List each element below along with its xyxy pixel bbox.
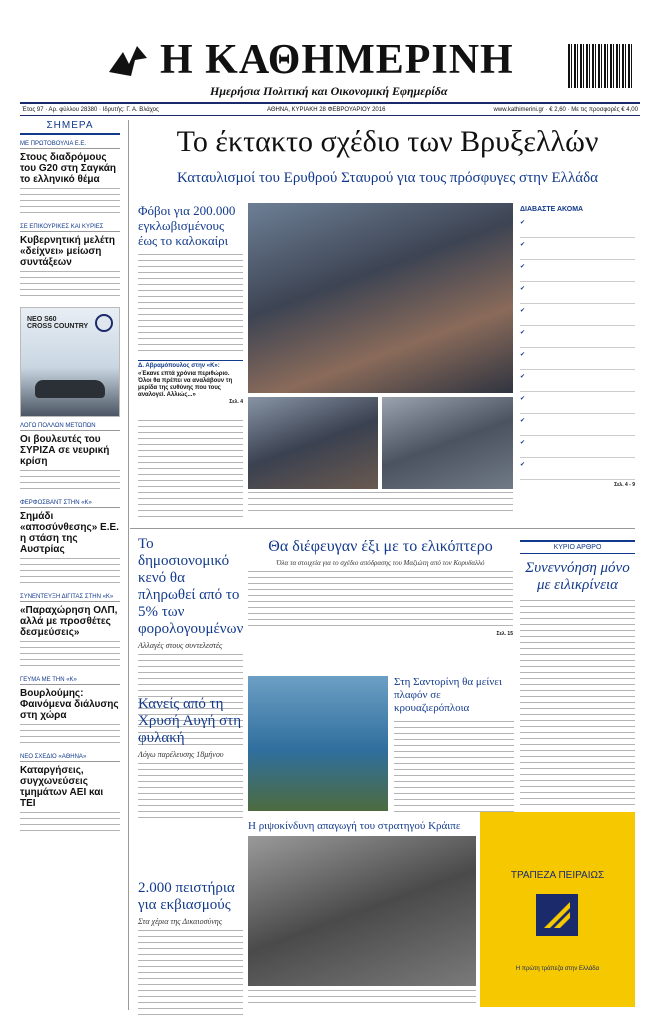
santorini-story <box>394 676 514 813</box>
list-item[interactable] <box>520 238 635 260</box>
santorini-photo <box>248 676 388 811</box>
today-column <box>20 120 120 836</box>
helicopter-sub: Όλα τα στοιχεία για το σχέδιο απόδρασης του Μαζιώτη από τον Κορυδαλλό <box>276 559 485 567</box>
page-ref: Σελ. 4 <box>229 399 243 405</box>
story-body <box>20 812 120 836</box>
page-ref: Σελ. 15 <box>496 631 513 637</box>
kreipe-caption <box>248 990 476 1008</box>
editorial-body <box>520 600 635 810</box>
camp-photo-2 <box>382 397 513 489</box>
list-item[interactable] <box>520 260 635 282</box>
fiscal-gap-headline[interactable]: Το δημοσιονομικό κενό θα πληρωθεί από το 5% των φορολογουμένων <box>138 536 244 637</box>
kreipe-photo <box>248 836 476 986</box>
volvo-ad[interactable] <box>20 307 120 417</box>
lead-subheadline: Καταυλισμοί του Ερυθρού Σταυρού για τους πρόσφυγες στην Ελλάδα <box>176 170 599 186</box>
piraeus-bank-ad[interactable] <box>480 812 635 1007</box>
story-body <box>20 470 120 494</box>
santorini-headline[interactable]: Στη Σαντορίνη θα μείνει πλαφόν σε κρουαζιερόπλοια <box>394 676 502 714</box>
photo-caption <box>248 492 513 514</box>
list-item[interactable] <box>520 392 635 414</box>
kreipe-story <box>248 818 476 835</box>
story-headline[interactable]: Στους διαδρόμους του G20 στη Σαγκάη το ελληνικό θέμα <box>20 152 116 185</box>
helicopter-headline[interactable]: Θα διέφευγαν έξι με το ελικόπτερο <box>268 538 493 555</box>
website-price: www.kathimerini.gr · € 2,60 · Με τις προσφορές € 4,00 <box>493 106 638 113</box>
story-section: ΣΥΝΕΝΤΕΥΞΗ ΔΙΓΙΤΑΣ ΣΤΗΝ «Κ» <box>20 594 120 602</box>
row-divider <box>130 528 635 529</box>
evidence-sub: Στα χέρια της Δικαιοσύνης <box>138 917 222 926</box>
story-body <box>20 641 120 671</box>
story-headline[interactable]: «Παραχώρηση ΟΛΠ, αλλά με προσθέτες δεσμεύσεις» <box>20 605 118 638</box>
helicopter-story <box>248 538 513 637</box>
list-item[interactable] <box>520 282 635 304</box>
editorial-label: ΚΥΡΙΟ ΑΡΘΡΟ <box>520 540 635 554</box>
golden-dawn-headline[interactable]: Κανείς από τη Χρυσή Αυγή στη φυλακή <box>138 696 242 746</box>
evidence-story <box>138 880 243 1020</box>
date-info-bar <box>20 102 640 116</box>
story-headline[interactable]: Σημάδι «αποσύνθεσης» Ε.Ε. η στάση της Αυστρίας <box>20 511 119 555</box>
story-section: ΛΟΓΩ ΠΟΛΛΩΝ ΜΕΤΩΠΩΝ <box>20 423 120 431</box>
list-item[interactable] <box>520 414 635 436</box>
volvo-ad-line2: CROSS COUNTRY <box>27 323 89 330</box>
sidebar-quote <box>138 360 243 405</box>
story-headline[interactable]: Καταργήσεις, συγχωνεύσεις τμημάτων ΑΕΙ και ΤΕΙ <box>20 765 104 809</box>
camp-photo-1 <box>248 397 378 489</box>
fiscal-gap-sub: Αλλαγές στους συντελεστές <box>138 641 223 650</box>
refugees-photo <box>248 203 513 393</box>
issue-date: ΑΘΗΝΑ, ΚΥΡΙΑΚΗ 28 ΦΕΒΡΟΥΑΡΙΟΥ 2016 <box>267 106 386 113</box>
bank-name: ΤΡΑΠΕΖΑ ΠΕΙΡΑΙΩΣ <box>510 870 605 881</box>
story-section: ΓΕΥΜΑ ΜΕ ΤΗΝ «Κ» <box>20 677 120 685</box>
page-ref: Σελ. 4 - 9 <box>614 482 635 488</box>
list-item[interactable] <box>520 370 635 392</box>
issue-info: Έτος 97 · Αρ. φύλλου 28380 · Ιδρυτής: Γ. Α. Βλάχος <box>22 106 159 113</box>
story-body <box>20 558 120 588</box>
list-item[interactable] <box>520 304 635 326</box>
golden-dawn-story <box>138 696 243 823</box>
newspaper-subtitle: Ημερήσια Πολιτική και Οικονομική Εφημερίδα <box>210 84 448 98</box>
story-section: ΜΕ ΠΡΩΤΟΒΟΥΛΙΑ Ε.Ε. <box>20 141 120 149</box>
list-item[interactable] <box>520 458 635 480</box>
newspaper-title: Η ΚΑΘΗΜΕΡΙΝΗ <box>160 37 514 83</box>
story-body <box>20 724 120 748</box>
editorial <box>520 540 635 810</box>
list-item[interactable] <box>520 216 635 238</box>
golden-dawn-sub: Λόγω παρέλευσης 18μήνου <box>138 750 224 759</box>
story-headline[interactable]: Κυβερνητική μελέτη «δείχνει» μείωση συντάξεων <box>20 235 115 268</box>
story-section: ΦΕΡΦΟΣΒΑΝΤ ΣΤΗΝ «Κ» <box>20 500 120 508</box>
story-body <box>20 271 120 301</box>
column-divider <box>128 120 129 1010</box>
lead-headline[interactable]: Το έκτακτο σχέδιο των Βρυξελλών <box>176 125 599 158</box>
list-item[interactable] <box>520 348 635 370</box>
story-headline[interactable]: Οι βουλευτές του ΣΥΡΙΖΑ σε νευρική κρίση <box>20 434 110 467</box>
piraeus-logo-icon <box>536 894 578 936</box>
today-label: ΣΗΜΕΡΑ <box>20 120 120 135</box>
eagle-logo-icon <box>105 42 151 82</box>
evidence-body <box>138 930 243 1020</box>
bank-slogan: Η πρώτη τράπεζα στην Ελλάδα <box>515 966 600 972</box>
list-item[interactable] <box>520 326 635 348</box>
car-image <box>35 380 105 398</box>
story-section: ΝΕΟ ΣΧΕΔΙΟ «ΑΘΗΝΑ» <box>20 754 120 762</box>
story-headline[interactable]: Βουρλούμης: Φαινόμενα διάλυσης στη χώρα <box>20 688 119 721</box>
read-more-list <box>520 216 635 488</box>
lead-body <box>138 254 243 354</box>
story-body <box>20 188 120 218</box>
lead-body-2 <box>138 420 243 518</box>
sidebar-quote-text: «Έκανε επτά χρόνια περιθώριο. Όλοι θα πρέπει να αναλάβουν τη μερίδα της ευθύνης που τους αναλογεί. Αλλιώς...» <box>138 371 233 398</box>
helicopter-body <box>248 571 513 631</box>
volvo-ad-line1: NEO S60 <box>27 316 57 323</box>
sidebar-label: Δ. Αβραμόπουλος στην «Κ»: <box>138 363 220 369</box>
golden-dawn-body <box>138 763 243 823</box>
story-section: ΣΕ ΕΠΙΚΟΥΡΙΚΕΣ ΚΑΙ ΚΥΡΙΕΣ <box>20 224 120 232</box>
volvo-logo-icon <box>95 314 113 332</box>
santorini-body <box>394 721 514 813</box>
editorial-headline[interactable]: Συνεννόηση μόνο με ειλικρίνεια <box>525 560 630 593</box>
barcode <box>568 44 634 88</box>
lead-kicker: Φόβοι για 200.000 εγκλωβισμένους έως το καλοκαίρι <box>138 203 236 248</box>
read-more-label: ΔΙΑΒΑΣΤΕ ΑΚΟΜΑ <box>520 206 584 213</box>
kreipe-headline[interactable]: Η ριψοκίνδυνη απαγωγή του στρατηγού Κράιπε <box>248 820 461 832</box>
evidence-headline[interactable]: 2.000 πειστήρια για εκβιασμούς <box>138 880 235 913</box>
list-item[interactable] <box>520 436 635 458</box>
